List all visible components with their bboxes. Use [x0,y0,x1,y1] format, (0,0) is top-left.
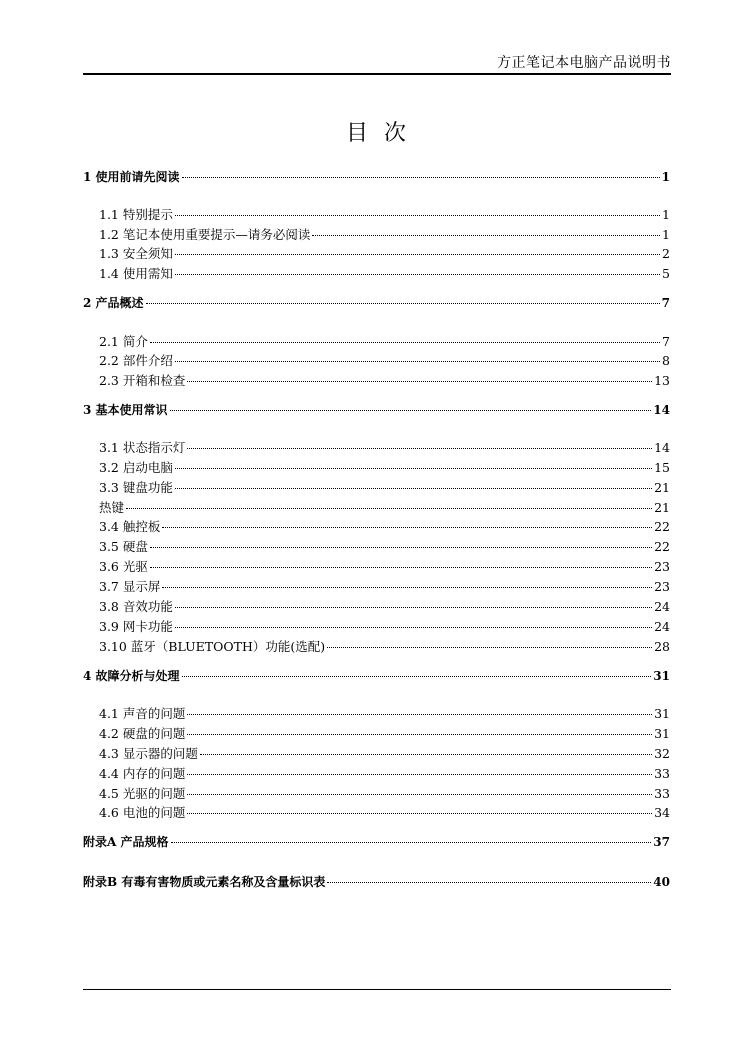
toc-entry-section[interactable] [83,537,670,556]
toc-entry-label: 3.7 显示屏 [99,579,161,594]
dot-leader [175,488,652,489]
dot-leader [175,274,660,275]
toc-entry-appendix-a[interactable] [83,833,670,852]
dot-leader [200,754,652,755]
toc-entry-section[interactable] [83,332,670,351]
toc-entry-label: 2.1 简介 [99,334,148,349]
toc-entry-label: 1 使用前请先阅读 [83,170,180,184]
header-rule [83,73,671,75]
toc-entry-page: 37 [653,835,670,849]
toc-entry-label: 4.5 光驱的问题 [99,786,186,801]
toc-entry-chapter-2[interactable] [83,294,670,313]
dot-leader [187,448,652,449]
toc-entry-label: 3.9 网卡功能 [99,619,173,634]
dot-leader [182,676,652,677]
toc-entry-label: 2.3 开箱和检查 [99,373,186,388]
toc-entry-page: 1 [661,170,670,184]
dot-leader [187,813,652,814]
toc-entry-label: 1.3 安全须知 [99,246,173,261]
toc-entry-label: 3.2 启动电脑 [99,460,173,475]
toc-entry-chapter-3[interactable] [83,401,670,420]
toc-entry-label: 1.1 特别提示 [99,207,173,222]
toc-entry-label: 附录B 有毒有害物质或元素名称及含量标识表 [83,875,326,889]
toc-entry-page: 1 [662,207,670,222]
toc-entry-label: 3.5 硬盘 [99,539,148,554]
toc-entry-section[interactable] [83,784,670,803]
toc-entry-chapter-1[interactable] [83,168,670,187]
dot-leader [327,882,651,883]
dot-leader [175,254,660,255]
toc-entry-page: 5 [662,266,670,281]
dot-leader [150,547,652,548]
toc-entry-page: 34 [654,805,670,820]
toc-entry-page: 21 [654,480,670,495]
toc-entry-label: 3 基本使用常识 [83,403,168,417]
toc-entry-section[interactable] [83,244,670,263]
toc-entry-page: 22 [654,539,670,554]
dot-leader [175,627,652,628]
toc-entry-label: 附录A 产品规格 [83,835,169,849]
toc-entry-page: 15 [654,460,670,475]
toc-entry-page: 32 [654,746,670,761]
dot-leader [171,842,652,843]
toc-entry-page: 21 [654,500,670,515]
running-header: 方正笔记本电脑产品说明书 [497,55,671,71]
dot-leader [150,342,660,343]
toc-entry-section[interactable] [83,517,670,536]
toc-entry-section[interactable] [83,724,670,743]
dot-leader [187,381,652,382]
toc-entry-label: 4.2 硬盘的问题 [99,726,186,741]
toc-entry-page: 24 [654,599,670,614]
toc-entry-section[interactable] [83,371,670,390]
toc-entry-page: 28 [654,639,670,654]
toc-entry-section[interactable] [83,637,670,656]
footer-rule [83,989,671,990]
toc-entry-label: 2 产品概述 [83,296,144,310]
toc-entry-label: 4.3 显示器的问题 [99,746,198,761]
toc-entry-section[interactable] [83,438,670,457]
toc-entry-label: 3.6 光驱 [99,559,148,574]
toc-title: 目次 [345,121,422,146]
dot-leader [175,215,660,216]
toc-entry-label: 3.4 触控板 [99,519,161,534]
toc-entry-label: 热键 [99,500,125,515]
toc-entry-label: 1.2 笔记本使用重要提示—请务必阅读 [99,227,311,242]
toc-entry-page: 23 [654,559,670,574]
toc-entry-section[interactable] [83,478,670,497]
dot-leader [170,410,652,411]
dot-leader [150,567,652,568]
toc-entry-page: 31 [654,726,670,741]
toc-entry-page: 33 [654,766,670,781]
toc-entry-section[interactable] [83,557,670,576]
dot-leader [187,794,652,795]
toc-entry-section[interactable] [83,264,670,283]
toc-entry-page: 14 [653,403,670,417]
toc-entry-label: 3.8 音效功能 [99,599,173,614]
toc-entry-chapter-4[interactable] [83,667,670,686]
toc-entry-section[interactable] [83,205,670,224]
toc-entry-label: 4.6 电池的问题 [99,805,186,820]
dot-leader [187,774,652,775]
dot-leader [146,303,660,304]
dot-leader [187,714,652,715]
dot-leader [175,607,652,608]
dot-leader [175,468,652,469]
toc-entry-label: 4.1 声音的问题 [99,706,186,721]
dot-leader [162,527,652,528]
toc-entry-label: 3.3 键盘功能 [99,480,173,495]
dot-leader [175,361,660,362]
toc-entry-label: 2.2 部件介绍 [99,353,173,368]
toc-entry-section[interactable] [83,351,670,370]
dot-leader [126,508,652,509]
toc-entry-section[interactable] [83,225,670,244]
toc-entry-label: 3.10 蓝牙（BLUETOOTH）功能(选配) [99,639,326,654]
toc-entry-page: 7 [662,334,670,349]
dot-leader [162,587,652,588]
toc-entry-section[interactable] [83,764,670,783]
toc-entry-page: 31 [654,706,670,721]
toc-entry-page: 2 [662,246,670,261]
dot-leader [312,235,660,236]
toc-entry-label: 3.1 状态指示灯 [99,440,186,455]
toc-entry-page: 22 [654,519,670,534]
toc-entry-section[interactable] [83,597,670,616]
toc-entry-page: 24 [654,619,670,634]
toc-entry-page: 31 [653,669,670,683]
toc-entry-section[interactable] [83,704,670,723]
toc-entry-appendix-b[interactable] [83,873,670,892]
toc-entry-page: 14 [654,440,670,455]
toc-entry-page: 23 [654,579,670,594]
dot-leader [327,647,652,648]
toc-entry-page: 1 [662,227,670,242]
toc-entry-label: 1.4 使用需知 [99,266,173,281]
toc-entry-section[interactable] [83,577,670,596]
toc-entry-page: 13 [654,373,670,388]
toc-entry-section[interactable] [83,744,670,763]
toc-entry-page: 40 [653,875,670,889]
toc-entry-page: 8 [662,353,670,368]
toc-entry-section[interactable] [83,458,670,477]
toc-entry-label: 4 故障分析与处理 [83,669,180,683]
dot-leader [187,734,652,735]
toc-entry-section[interactable] [83,617,670,636]
toc-entry-section[interactable] [83,498,670,517]
toc-entry-page: 33 [654,786,670,801]
dot-leader [182,177,660,178]
toc-entry-section[interactable] [83,803,670,822]
toc-entry-page: 7 [661,296,670,310]
toc-entry-label: 4.4 内存的问题 [99,766,186,781]
